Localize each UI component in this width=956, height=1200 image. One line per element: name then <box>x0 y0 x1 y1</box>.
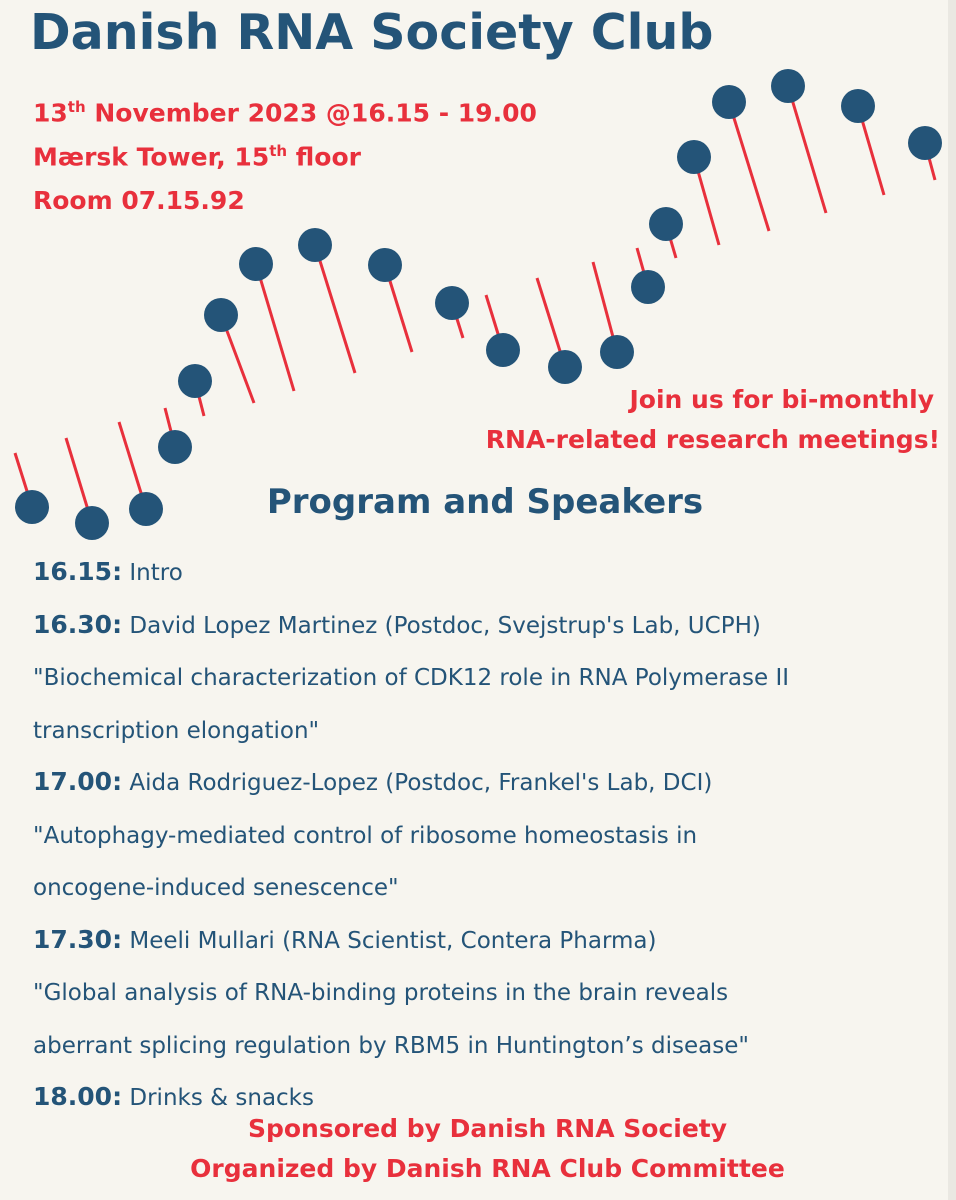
dna-nucleotide-ball <box>841 89 875 123</box>
program-line <box>33 813 948 866</box>
program-line <box>33 708 948 761</box>
dna-strand-line <box>315 245 355 373</box>
event-room: Room 07.15.92 <box>33 186 245 215</box>
dna-nucleotide-ball <box>771 69 805 103</box>
dna-strand-line <box>788 86 826 213</box>
program-time: 16.15: <box>33 557 123 586</box>
program-text: "Global analysis of RNA-binding proteins in the brain reveals <box>33 980 729 1006</box>
program-heading: Program and Speakers <box>266 482 704 522</box>
dna-nucleotide-ball <box>600 335 634 369</box>
program-text: Drinks & snacks <box>122 1085 314 1111</box>
program-line <box>33 550 948 603</box>
program-text: "Biochemical characterization of CDK12 role in RNA Polymerase II <box>33 665 790 691</box>
program-time: 16.30: <box>33 609 123 639</box>
dna-nucleotide-ball <box>712 85 746 119</box>
program-time: 18.00: <box>33 1082 123 1111</box>
program-text: "Autophagy-mediated control of ribosome homeostasis in <box>33 822 698 849</box>
tagline-line-2: RNA-related research meetings! <box>485 425 940 454</box>
dna-nucleotide-ball <box>368 248 402 282</box>
event-date: 13th November 2023 @16.15 - 19.00 <box>33 98 537 128</box>
program-text: David Lopez Martinez (Postdoc, Svejstrup's Lab, UCPH) <box>122 612 761 639</box>
program-line <box>33 603 948 656</box>
program-text: oncogene-induced senescence" <box>33 875 399 901</box>
program-time: 17.00: <box>33 767 123 796</box>
dna-nucleotide-ball <box>178 364 212 398</box>
program-text: Aida Rodriguez-Lopez (Postdoc, Frankel's Lab, DCI) <box>122 770 713 796</box>
program-line <box>33 760 948 813</box>
program-text: Intro <box>122 560 183 586</box>
program-line <box>33 918 948 971</box>
dna-nucleotide-ball <box>204 298 238 332</box>
dna-nucleotide-ball <box>486 333 520 367</box>
tagline-line-1: Join us for bi-monthly <box>629 385 934 414</box>
dna-nucleotide-ball <box>908 126 942 160</box>
program-text: aberrant splicing regulation by RBM5 in Huntington’s disease" <box>33 1032 749 1059</box>
dna-nucleotide-ball <box>548 350 582 384</box>
dna-nucleotide-ball <box>677 140 711 174</box>
event-location: Mærsk Tower, 15th floor <box>33 142 361 172</box>
program-list <box>33 550 948 1128</box>
dna-nucleotide-ball <box>631 270 665 304</box>
dna-nucleotide-ball <box>239 247 273 281</box>
poster-title: Danish RNA Society Club <box>30 4 714 61</box>
program-line <box>33 655 948 708</box>
dna-strand-line <box>729 102 769 231</box>
program-text: Meeli Mullari (RNA Scientist, Contera Pharma) <box>122 927 657 954</box>
dna-strand-line <box>256 264 294 391</box>
dna-nucleotide-ball <box>649 207 683 241</box>
dna-nucleotide-ball <box>435 286 469 320</box>
dna-nucleotide-ball <box>158 430 192 464</box>
program-text: transcription elongation" <box>33 717 320 744</box>
sponsor-line: Sponsored by Danish RNA Society <box>247 1114 728 1143</box>
dna-nucleotide-ball <box>298 228 332 262</box>
program-line <box>33 970 948 1023</box>
program-line <box>33 1023 948 1076</box>
organizer-line: Organized by Danish RNA Club Committee <box>190 1154 785 1183</box>
program-line <box>33 865 948 918</box>
program-time: 17.30: <box>33 924 123 954</box>
